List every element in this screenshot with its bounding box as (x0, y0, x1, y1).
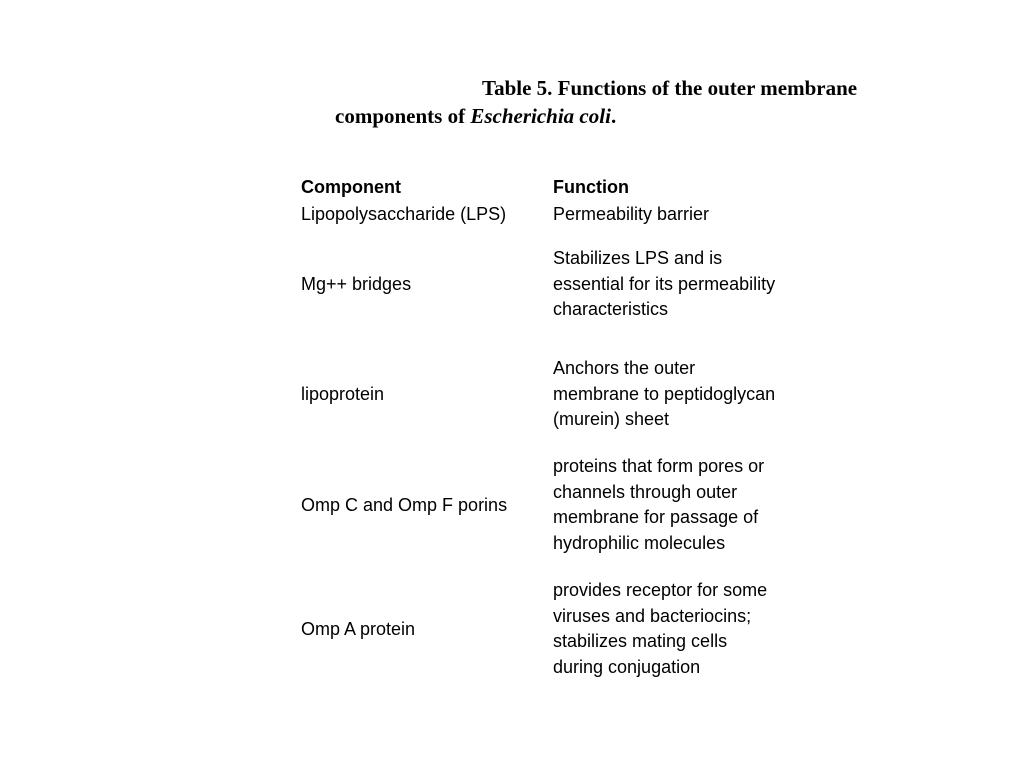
column-header-component: Component (301, 177, 401, 197)
table-title-line-1 (482, 76, 857, 100)
function-cell: Anchors the outer membrane to peptidoglycan (murein) sheet (553, 358, 776, 429)
column-header-function: Function (553, 177, 629, 197)
title-prefix: components of (335, 104, 471, 128)
table-title-line-2 (335, 104, 616, 128)
function-cell: Permeability barrier (553, 204, 710, 224)
component-cell: Omp C and Omp F porins (301, 495, 508, 515)
title-species-name: Escherichia coli (470, 104, 611, 128)
component-cell: Omp A protein (301, 619, 416, 639)
title-text: Table 5. Functions of the outer membrane (482, 76, 858, 100)
function-cell: proteins that form pores or channels through outer membrane for passage of hydrophilic molecules (553, 456, 765, 553)
function-cell: Stabilizes LPS and is essential for its permeability characteristics (553, 248, 776, 319)
component-cell: Lipopolysaccharide (LPS) (301, 204, 507, 224)
component-cell: lipoprotein (301, 384, 385, 404)
component-cell: Mg++ bridges (301, 274, 412, 294)
title-suffix: . (610, 104, 617, 128)
function-cell: provides receptor for some viruses and bacteriocins; stabilizes mating cells during conjugation (553, 580, 768, 677)
